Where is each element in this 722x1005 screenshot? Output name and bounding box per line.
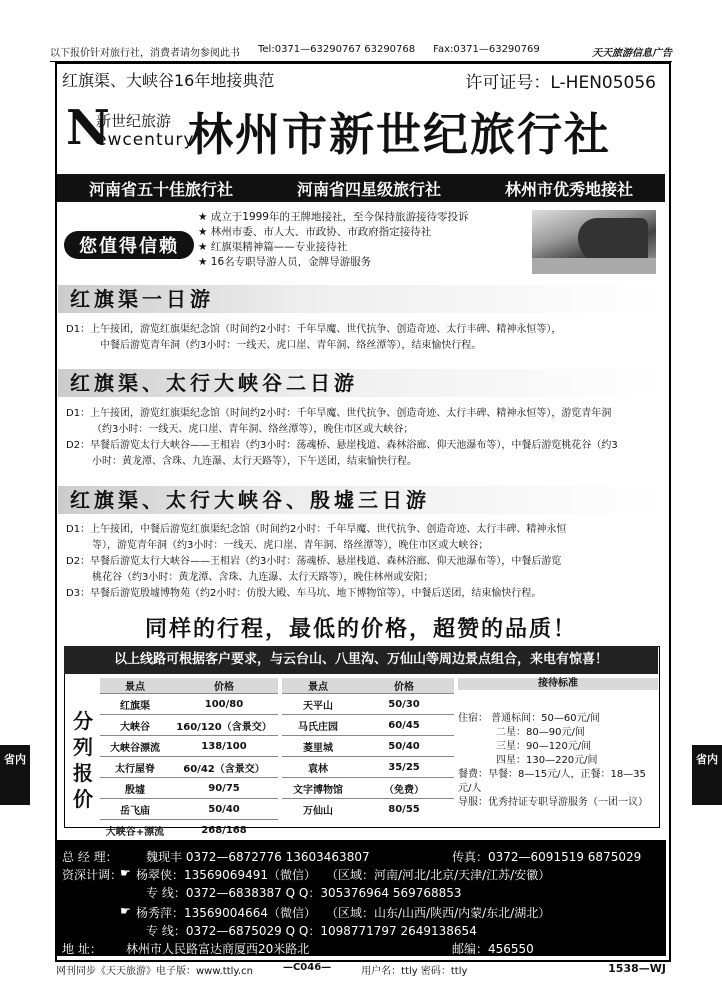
spot-name: 马氏庄园 xyxy=(282,715,354,736)
itinerary-line: D2：早餐后游览太行大峡谷——王相岩（约3小时：荡魂桥、悬崖栈道、森林浴廊、仰天池瀑布等），中餐后游览桃花谷（约3 xyxy=(66,440,618,451)
service-standards xyxy=(458,712,658,810)
spot-name: 天平山 xyxy=(282,694,354,715)
page-code: —C046— xyxy=(282,962,332,973)
standard-line: 导服：优秀持证专职导游服务（一团一议） xyxy=(458,797,648,808)
table-header-row xyxy=(100,678,278,694)
spot-name: 万仙山 xyxy=(282,799,354,820)
itinerary-line: D1：上午接团，中餐后游览红旗渠纪念馆（时间约2小时：千年旱魔、世代抗争、创造奇迹、太行丰碑、精神永恒 xyxy=(66,524,567,535)
page-footer xyxy=(56,962,666,977)
consultant-label: 资深计调： xyxy=(62,868,123,882)
pointing-hand-icon: ☛ xyxy=(120,904,131,918)
standard-line: 三星：90—120元/间 xyxy=(496,741,592,752)
side-tab-left: 省内 xyxy=(0,745,30,805)
logo-letter: N xyxy=(66,100,110,156)
standard-line: 二星：80—90元/间 xyxy=(496,727,585,738)
table-row xyxy=(282,799,454,820)
spot-price: 80/55 xyxy=(354,799,454,820)
spot-price: 35/25 xyxy=(354,757,454,778)
column-header: 景点 xyxy=(100,678,170,694)
spot-price: 50/40 xyxy=(354,736,454,757)
trust-points xyxy=(198,210,528,270)
itinerary-line: （约3小时：一线天、虎口崖、青年洞、络丝潭等），晚住市区或大峡谷； xyxy=(92,424,414,435)
table-row xyxy=(282,715,454,736)
table-row xyxy=(100,778,278,799)
spot-name: 岳飞庙 xyxy=(100,799,170,820)
trust-badge: 您值得信赖 xyxy=(64,231,194,259)
canyon-photo xyxy=(532,210,656,274)
column-header: 接待标准 xyxy=(458,678,658,690)
spot-name: 菱里城 xyxy=(282,736,354,757)
price-label: 分列报价 xyxy=(73,709,93,811)
tour-title: 红旗渠一日游 xyxy=(58,285,664,313)
fax-text: Fax:0371—63290769 xyxy=(433,44,540,55)
column-header: 价格 xyxy=(354,678,454,694)
tour-itinerary xyxy=(66,322,658,354)
column-header: 景点 xyxy=(282,678,354,694)
tour-title: 红旗渠、太行大峡谷二日游 xyxy=(58,369,664,397)
spot-name: 文字博物馆 xyxy=(282,778,354,799)
gm-label: 总 经 理： xyxy=(62,850,118,864)
spot-name: 大峡谷 xyxy=(100,715,170,736)
gm-contact: 魏现丰 0372—6872776 13603463807 xyxy=(146,850,370,864)
contact-panel xyxy=(56,840,666,956)
trust-point: ★ 成立于1999年的王牌地接社，至今保持旅游接待零投诉 xyxy=(198,210,528,225)
logo-cn-text: 新世纪旅游 xyxy=(96,112,172,130)
table-row xyxy=(100,820,278,841)
side-tab-right: 省内 xyxy=(692,745,722,805)
table-row xyxy=(282,757,454,778)
table-row xyxy=(100,736,278,757)
spot-price: 268/168 xyxy=(170,820,278,841)
table-row xyxy=(282,736,454,757)
spot-price: 60/42（含景交） xyxy=(170,757,278,778)
spot-name: 殷墟 xyxy=(100,778,170,799)
spot-name: 大峡谷+漂流 xyxy=(100,820,170,841)
itinerary-line: 桃花谷（约3小时：黄龙潭、含珠、九连瀑、太行天路等），晚住林州或安阳； xyxy=(92,572,434,583)
pointing-hand-icon: ☛ xyxy=(120,866,131,880)
standard-line: 四星：130—220元/间 xyxy=(496,755,598,766)
header-slogan: 红旗渠、大峡谷16年地接典范 xyxy=(62,71,275,90)
tel-text: Tel:0371—63290767 63290768 xyxy=(258,44,416,55)
spot-name: 红旗渠 xyxy=(100,694,170,715)
page-number: 1538—WJ xyxy=(608,962,666,975)
consultant-1-line: 专 线：0372—6838387 Q Q：305376964 569768853 xyxy=(146,886,462,900)
spot-price: 138/100 xyxy=(170,736,278,757)
publication-brand: 天天旅游信息广告 xyxy=(592,48,672,59)
tour-title: 红旗渠、太行大峡谷、殷墟三日游 xyxy=(58,486,664,514)
address-label: 地 址： xyxy=(62,942,102,956)
table-row xyxy=(100,757,278,778)
trust-point: ★ 林州市委、市人大、市政协、市政府指定接待社 xyxy=(198,225,528,240)
honor-item: 河南省四星级旅行社 xyxy=(296,179,441,199)
honor-item: 林州市优秀地接社 xyxy=(504,179,633,199)
table-row xyxy=(282,694,454,715)
spot-price: 100/80 xyxy=(170,694,278,715)
zip-code: 邮编：456550 xyxy=(452,942,534,956)
table-row xyxy=(100,715,278,736)
honor-item: 河南省五十佳旅行社 xyxy=(88,179,233,199)
price-table-left xyxy=(100,678,278,840)
notice-text: 以下报价针对旅行社，消费者请勿参阅此书 xyxy=(50,48,240,59)
table-row xyxy=(282,778,454,799)
consultant-2-area: （区域：山东/山西/陕西/内蒙/东北/湖北） xyxy=(326,906,551,920)
spot-price: 90/75 xyxy=(170,778,278,799)
combo-banner: 以上线路可根据客户要求，与云台山、八里沟、万仙山等周边景点组合，来电有惊喜！ xyxy=(64,646,658,674)
itinerary-line: D3：早餐后游览殷墟博物苑（约2小时：仿殷大殿、车马坑、地下博物馆等），中餐后送团，结束愉快行程。 xyxy=(66,588,542,599)
itinerary-line: 等），游览青年洞（约3小时：一线天、虎口崖、青年洞、络丝潭等），晚住市区或大峡谷； xyxy=(92,540,489,551)
honors-band xyxy=(57,174,665,202)
itinerary-line: 小时：黄龙潭、含珠、九连瀑、太行天路等），下午送团，结束愉快行程。 xyxy=(92,456,417,467)
fax-contact: 传真：0372—6091519 6875029 xyxy=(452,850,642,864)
agency-name: 林州市新世纪旅行社 xyxy=(188,108,612,161)
table-row xyxy=(100,694,278,715)
spot-name: 袁林 xyxy=(282,757,354,778)
main-slogan: 同样的行程，最低的价格，超赞的品质！ xyxy=(144,617,577,642)
consultant-1: 杨翠侠：13569069491（微信） xyxy=(136,868,316,882)
price-table-right xyxy=(282,678,454,819)
table-header-row xyxy=(282,678,454,694)
itinerary-line: D1：上午接团，游览红旗渠纪念馆（时间约2小时：千年旱魔、世代抗争、创造奇迹、太行丰碑、精神永恒等）， xyxy=(66,324,562,335)
spot-name: 太行屋脊 xyxy=(100,757,170,778)
consultant-1-area: （区域：河南/河北/北京/天津/江苏/安徽） xyxy=(326,868,551,882)
spot-price: （免费） xyxy=(354,778,454,799)
license-number: 许可证号：L-HEN05056 xyxy=(465,73,656,93)
standard-line: 住宿： 普通标间：50—60元/间 xyxy=(458,713,600,724)
trust-point: ★ 红旗渠精神篇——专业接待社 xyxy=(198,240,528,255)
table-row xyxy=(100,799,278,820)
login-info: 用户名：ttly 密码：ttly xyxy=(361,966,468,977)
spot-price: 50/30 xyxy=(354,694,454,715)
standard-line: 餐费：早餐：8—15元/人，正餐：18—35元/人 xyxy=(458,769,646,794)
consultant-2: 杨秀萍：13569004664（微信） xyxy=(136,906,316,920)
address-text: 林州市人民路富达商厦西20米路北 xyxy=(126,942,310,956)
spot-price: 160/120（含景交） xyxy=(170,715,278,736)
column-header: 价格 xyxy=(170,678,278,694)
logo-en-text: ewcentury xyxy=(96,130,195,150)
itinerary-line: 中餐后游览青年洞（约3小时：一线天、虎口崖、青年洞、络丝潭等），结束愉快行程。 xyxy=(100,340,482,351)
tour-itinerary xyxy=(66,406,658,470)
itinerary-line: D1：上午接团，游览红旗渠纪念馆（时间约2小时：千年旱魔、世代抗争、创造奇迹、太行丰碑、精神永恒等），游览青年洞 xyxy=(66,408,612,419)
spot-name: 大峡谷漂流 xyxy=(100,736,170,757)
spot-price: 60/45 xyxy=(354,715,454,736)
spot-price: 50/40 xyxy=(170,799,278,820)
consultant-2-line: 专 线：0372—6875029 Q Q：1098771797 2649138654 xyxy=(146,924,477,938)
top-notice-line xyxy=(50,44,672,62)
sync-text: 网刊同步《天天旅游》电子版：www.ttly.cn xyxy=(56,966,253,977)
tour-itinerary xyxy=(66,522,658,602)
trust-point: ★ 16名专职导游人员，金牌导游服务 xyxy=(198,255,528,270)
itinerary-line: D2：早餐后游览太行大峡谷——王相岩（约3小时：荡魂桥、悬崖栈道、森林浴廊、仰天池瀑布等），中餐后游览 xyxy=(66,556,562,567)
